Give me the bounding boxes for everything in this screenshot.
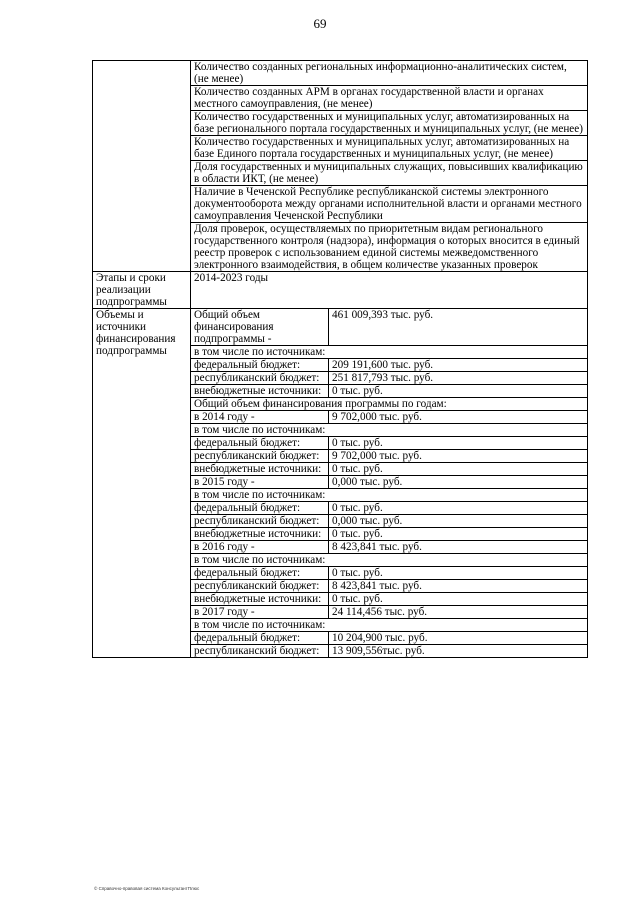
year-source-label: внебюджетные источники: <box>191 463 329 476</box>
footer-note: © Справочно-правовая система КонсультантПлюс <box>94 886 200 891</box>
sources-heading: в том числе по источникам: <box>191 346 588 359</box>
source-label: республиканский бюджет: <box>191 372 329 385</box>
year-value: 9 702,000 тыс. руб. <box>329 411 588 424</box>
year-source-value: 0 тыс. руб. <box>329 502 588 515</box>
financing-label-cell: Объемы и источники финансирования подпрограммы <box>93 309 191 658</box>
indicator-cell: Доля государственных и муниципальных служащих, повысивших квалификацию в области ИКТ, (не менее) <box>191 161 588 186</box>
source-label: внебюджетные источники: <box>191 385 329 398</box>
year-label: в 2014 году - <box>191 411 329 424</box>
indicator-row <box>93 61 588 86</box>
page-number: 69 <box>313 16 327 31</box>
year-source-value: 0 тыс. руб. <box>329 567 588 580</box>
program-passport-table <box>92 60 588 658</box>
year-source-value: 13 909,556тыс. руб. <box>329 645 588 658</box>
year-source-label: федеральный бюджет: <box>191 437 329 450</box>
year-source-value: 0 тыс. руб. <box>329 528 588 541</box>
year-source-value: 0 тыс. руб. <box>329 437 588 450</box>
year-source-value: 0 тыс. руб. <box>329 463 588 476</box>
year-source-label: федеральный бюджет: <box>191 502 329 515</box>
indicator-cell: Количество государственных и муниципальных услуг, автоматизированных на базе Единого портала государственных и муниципальных услуг, (не менее) <box>191 136 588 161</box>
year-sources-heading: в том числе по источникам: <box>191 424 588 437</box>
indicator-cell: Количество созданных региональных информационно-аналитических систем, (не менее) <box>191 61 588 86</box>
indicator-cell: Количество созданных АРМ в органах государственной власти и органах местного самоуправления, (не менее) <box>191 86 588 111</box>
year-source-label: республиканский бюджет: <box>191 450 329 463</box>
year-source-label: республиканский бюджет: <box>191 515 329 528</box>
financing-total-value: 461 009,393 тыс. руб. <box>329 309 588 346</box>
year-source-label: внебюджетные источники: <box>191 528 329 541</box>
years-heading: Общий объем финансирования программы по годам: <box>191 398 588 411</box>
indicator-cell: Доля проверок, осуществляемых по приоритетным видам регионального государственного контроля (надзора), информация о которых вносится в единый реестр проверок с использованием единой системы межведомственного электронного взаимодействия, в общем количестве указанных проверок <box>191 223 588 272</box>
year-sources-heading: в том числе по источникам: <box>191 554 588 567</box>
source-value: 251 817,793 тыс. руб. <box>329 372 588 385</box>
year-value: 24 114,456 тыс. руб. <box>329 606 588 619</box>
year-sources-heading: в том числе по источникам: <box>191 489 588 502</box>
year-value: 8 423,841 тыс. руб. <box>329 541 588 554</box>
year-source-label: республиканский бюджет: <box>191 580 329 593</box>
year-source-value: 9 702,000 тыс. руб. <box>329 450 588 463</box>
year-source-label: республиканский бюджет: <box>191 645 329 658</box>
indicator-cell: Наличие в Чеченской Республике республиканской системы электронного документооборота между органами исполнительной власти и органами местного самоуправления Чеченской Республики <box>191 186 588 223</box>
year-source-label: федеральный бюджет: <box>191 632 329 645</box>
source-label: федеральный бюджет: <box>191 359 329 372</box>
year-label: в 2016 году - <box>191 541 329 554</box>
blank-cell <box>93 61 191 272</box>
year-value: 0,000 тыс. руб. <box>329 476 588 489</box>
financing-total-label: Общий объем финансирования подпрограммы - <box>191 309 329 346</box>
indicator-cell: Количество государственных и муниципальных услуг, автоматизированных на базе регионального портала государственных и муниципальных услуг, (не менее) <box>191 111 588 136</box>
table-body <box>93 61 588 658</box>
year-source-label: федеральный бюджет: <box>191 567 329 580</box>
year-source-value: 8 423,841 тыс. руб. <box>329 580 588 593</box>
stages-row <box>93 272 588 309</box>
year-source-value: 0,000 тыс. руб. <box>329 515 588 528</box>
stages-value-cell: 2014-2023 годы <box>191 272 588 309</box>
year-source-label: внебюджетные источники: <box>191 593 329 606</box>
year-label: в 2015 году - <box>191 476 329 489</box>
year-sources-heading: в том числе по источникам: <box>191 619 588 632</box>
year-source-value: 10 204,900 тыс. руб. <box>329 632 588 645</box>
financing-total-row <box>93 309 588 346</box>
source-value: 209 191,600 тыс. руб. <box>329 359 588 372</box>
year-source-value: 0 тыс. руб. <box>329 593 588 606</box>
source-value: 0 тыс. руб. <box>329 385 588 398</box>
stages-label-cell: Этапы и сроки реализации подпрограммы <box>93 272 191 309</box>
year-label: в 2017 году - <box>191 606 329 619</box>
